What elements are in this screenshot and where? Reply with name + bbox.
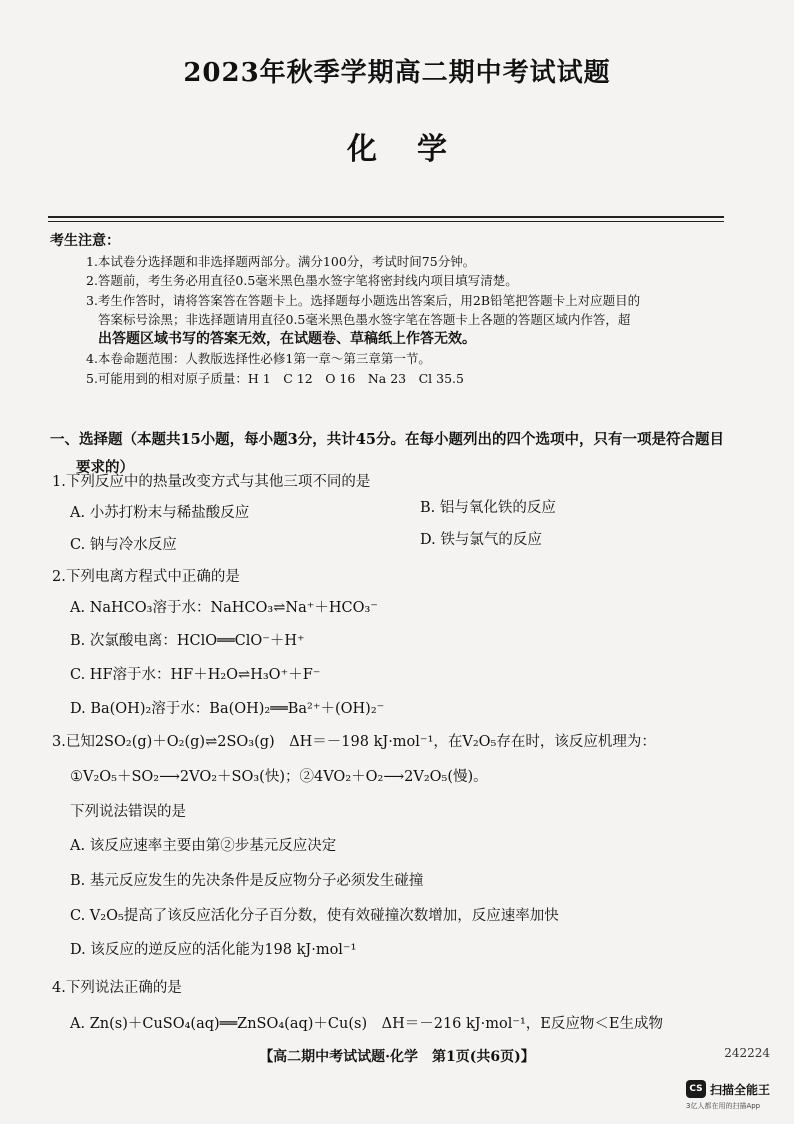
notice-item: 3.考生作答时，请将答案答在答题卡上。选择题每小题选出答案后，用2B铅笔把答题卡上对应题目的 <box>86 292 641 308</box>
scanner-app-name: 扫描全能王 <box>710 1083 771 1097</box>
q1-option-d: D. 铁与氯气的反应 <box>420 532 542 548</box>
question-2-stem: 2.下列电离方程式中正确的是 <box>52 569 240 585</box>
q2-option-a: A. NaHCO₃溶于水：NaHCO₃⇌Na⁺＋HCO₃⁻ <box>70 600 378 616</box>
section-line: 要求的） <box>76 459 134 476</box>
document-code: 242224 <box>724 1046 770 1060</box>
notice-heading: 考生注意： <box>50 233 120 249</box>
section-line: 一、选择题（本题共15小题，每小题3分，共计45分。在每小题列出的四个选项中，只有一项是符合题目 <box>50 431 724 448</box>
question-1-stem: 1.下列反应中的热量改变方式与其他三项不同的是 <box>52 474 371 490</box>
scanner-watermark <box>686 1080 782 1112</box>
page-footer: 【高二期中考试试题·化学 第1页(共6页)】 <box>259 1049 535 1065</box>
q3-option-b: B. 基元反应发生的先决条件是反应物分子必须发生碰撞 <box>70 873 424 889</box>
q1-option-b: B. 铝与氧化铁的反应 <box>420 500 556 516</box>
header-rule-thin <box>48 221 724 222</box>
notice-item: 答案标号涂黑；非选择题请用直径0.5毫米黑色墨水签字笔在答题卡上各题的答题区域内作答，超 <box>98 312 631 327</box>
q1-option-a: A. 小苏打粉末与稀盐酸反应 <box>70 505 250 521</box>
q3-option-a: A. 该反应速率主要由第②步基元反应决定 <box>70 838 337 854</box>
notice-item: 4.本卷命题范围：人教版选择性必修1第一章～第三章第一节。 <box>86 351 431 366</box>
candidate-notice <box>50 232 740 388</box>
q2-option-d: D. Ba(OH)₂溶于水：Ba(OH)₂══Ba²⁺＋(OH)₂⁻ <box>70 701 385 717</box>
q3-mechanism: ①V₂O₅＋SO₂⟶2VO₂＋SO₃(快)；②4VO₂＋O₂⟶2V₂O₅(慢)。 <box>70 769 488 785</box>
q3-option-c: C. V₂O₅提高了该反应活化分子百分数，使有效碰撞次数增加，反应速率加快 <box>70 908 559 924</box>
q1-option-c: C. 钠与冷水反应 <box>70 537 177 553</box>
q2-option-b: B. 次氯酸电离：HClO══ClO⁻＋H⁺ <box>70 633 305 649</box>
notice-item: 1.本试卷分选择题和非选择题两部分。满分100分，考试时间75分钟。 <box>86 253 476 269</box>
header-rule-thick <box>48 216 724 218</box>
question-4-stem: 4.下列说法正确的是 <box>52 980 182 996</box>
notice-item: 5.可能用到的相对原子质量：H 1 C 12 O 16 Na 23 Cl 35.5 <box>86 370 464 386</box>
question-3-stem: 3.已知2SO₂(g)＋O₂(g)⇌2SO₃(g) ΔH＝－198 kJ·mol⁻¹，在V₂O₅存在时，该反应机理为： <box>52 734 656 750</box>
q3-prompt: 下列说法错误的是 <box>70 804 186 820</box>
scanner-tagline: 3亿人都在用的扫描App <box>686 1102 761 1110</box>
q2-option-c: C. HF溶于水：HF＋H₂O⇌H₃O⁺＋F⁻ <box>70 667 321 683</box>
q4-option-a: A. Zn(s)＋CuSO₄(aq)══ZnSO₄(aq)＋Cu(s) ΔH＝－216 kJ·mol⁻¹，E反应物＜E生成物 <box>70 1016 663 1032</box>
scanner-logo-icon: CS <box>686 1080 706 1098</box>
subject-title: 化学 <box>347 132 487 167</box>
exam-title: 2023年秋季学期高二期中考试试题 <box>183 58 611 88</box>
q3-option-d: D. 该反应的逆反应的活化能为198 kJ·mol⁻¹ <box>70 942 357 958</box>
notice-emphasis: 出答题区域书写的答案无效，在试题卷、草稿纸上作答无效。 <box>98 330 476 347</box>
notice-item: 2.答题前，考生务必用直径0.5毫米黑色墨水签字笔将密封线内项目填写清楚。 <box>86 273 518 288</box>
